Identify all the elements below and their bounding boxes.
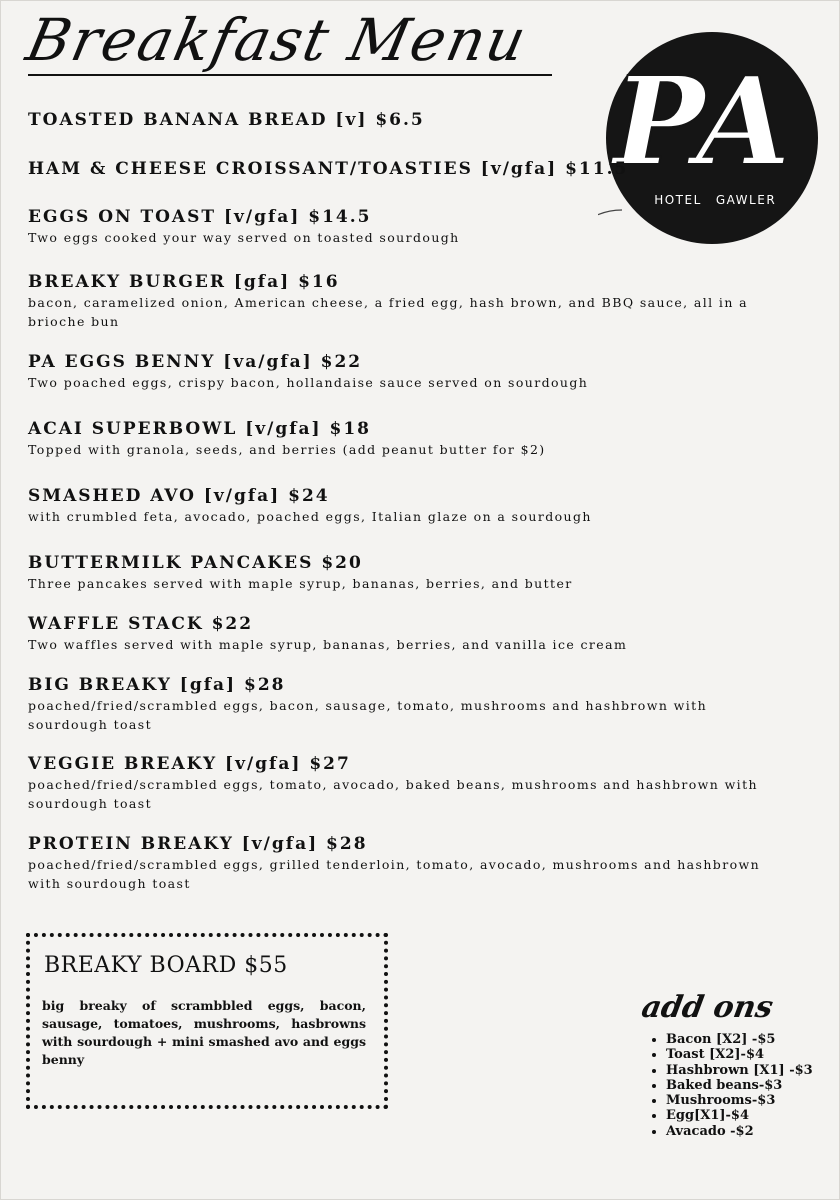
menu-item xyxy=(28,207,788,247)
item-title: PA EGGS BENNY [va/gfa] $22 xyxy=(28,352,363,372)
item-title: WAFFLE STACK $22 xyxy=(28,614,254,634)
item-description: Three pancakes served with maple syrup, bananas, berries, and butter xyxy=(28,576,573,591)
breaky-board-box xyxy=(26,933,388,1109)
logo-text-hotel: HOTEL xyxy=(654,193,702,207)
item-description: Two eggs cooked your way served on toasted sourdough xyxy=(28,230,460,245)
board-description: big breaky of scrambbled eggs, bacon, sausage, tomatoes, mushrooms, hasbrowns with sourdough + mini smashed avo and eggs benny xyxy=(42,998,366,1067)
item-title: BREAKY BURGER [gfa] $16 xyxy=(28,272,340,292)
menu-item xyxy=(28,272,788,331)
menu-item xyxy=(28,159,788,179)
item-title: TOASTED BANANA BREAD [v] $6.5 xyxy=(28,110,425,130)
item-title: BIG BREAKY [gfa] $28 xyxy=(28,675,286,695)
addon-item: • Avacado -$2 xyxy=(666,1124,813,1139)
title-underline xyxy=(28,74,552,76)
item-description: bacon, caramelized onion, American cheese, a fried egg, hash brown, and BBQ sauce, all in a brioche bun xyxy=(28,295,749,329)
item-title: ACAI SUPERBOWL [v/gfa] $18 xyxy=(28,419,372,439)
menu-title: Breakfast Menu xyxy=(20,6,534,74)
addon-item: • Egg[X1]-$4 xyxy=(666,1108,813,1123)
logo-text-gawler: GAWLER xyxy=(715,193,777,207)
item-description: poached/fried/scrambled eggs, bacon, sausage, tomato, mushrooms and hashbrown with sourdough toast xyxy=(28,698,708,732)
menu-item xyxy=(28,553,788,593)
menu-item xyxy=(28,419,788,459)
item-description: poached/fried/scrambled eggs, tomato, avocado, baked beans, mushrooms and hashbrown with sourdough toast xyxy=(28,777,758,811)
item-description: Two poached eggs, crispy bacon, hollandaise sauce served on sourdough xyxy=(28,375,589,390)
item-description: poached/fried/scrambled eggs, grilled tenderloin, tomato, avocado, mushrooms and hashbrown with sourdough toast xyxy=(28,857,761,891)
menu-item xyxy=(28,110,788,130)
item-title: SMASHED AVO [v/gfa] $24 xyxy=(28,486,330,506)
menu-item xyxy=(28,614,788,654)
item-description: with crumbled feta, avocado, poached eggs, Italian glaze on a sourdough xyxy=(28,509,592,524)
logo-monogram: PA xyxy=(613,49,791,193)
addon-item: • Baked beans-$3 xyxy=(666,1078,813,1093)
menu-item xyxy=(28,675,788,734)
addons-list xyxy=(648,1032,813,1139)
addon-item: • Mushrooms-$3 xyxy=(666,1093,813,1108)
item-title: VEGGIE BREAKY [v/gfa] $27 xyxy=(28,754,351,774)
addon-item: • Hashbrown [X1] -$3 xyxy=(666,1063,813,1078)
addon-item: • Toast [X2]-$4 xyxy=(666,1047,813,1062)
menu-item xyxy=(28,352,788,392)
addons-title: add ons xyxy=(638,990,776,1025)
menu-item xyxy=(28,754,788,813)
item-title: BUTTERMILK PANCAKES $20 xyxy=(28,553,363,573)
item-title: EGGS ON TOAST [v/gfa] $14.5 xyxy=(28,207,372,227)
item-description: Topped with granola, seeds, and berries (add peanut butter for $2) xyxy=(28,442,546,457)
item-title: PROTEIN BREAKY [v/gfa] $28 xyxy=(28,834,368,854)
item-description: Two waffles served with maple syrup, bananas, berries, and vanilla ice cream xyxy=(28,637,628,652)
menu-item xyxy=(28,834,788,893)
menu-item xyxy=(28,486,788,526)
addon-item: • Bacon [X2] -$5 xyxy=(666,1032,813,1047)
board-title: BREAKY BOARD $55 xyxy=(44,953,288,978)
item-title: HAM & CHEESE CROISSANT/TOASTIES [v/gfa] $11.5 xyxy=(28,159,629,179)
